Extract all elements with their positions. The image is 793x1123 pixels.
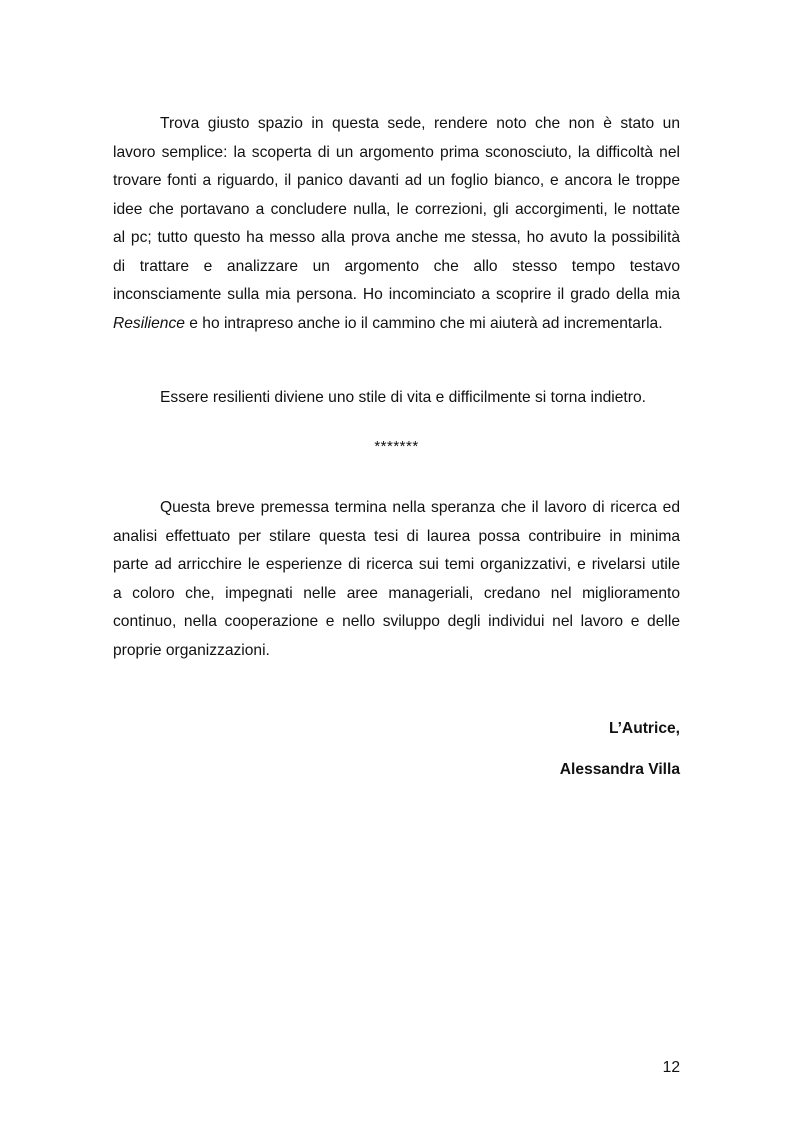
- signature-name: Alessandra Villa: [559, 761, 680, 778]
- paragraph-last-line: [113, 310, 680, 339]
- paragraph-line-rest: e ho intrapreso anche io il cammino che mi aiuterà ad incrementarla.: [184, 314, 663, 332]
- paragraph-line: Essere resilienti diviene uno stile di vita e difficilmente si torna indietro.: [160, 389, 646, 406]
- paragraph-line: proprie organizzazioni.: [113, 641, 270, 659]
- paragraph-acknowledgement: [113, 110, 680, 338]
- paragraph-closing: [113, 494, 680, 665]
- paragraph-line: inconsciamente sulla mia persona. Ho incominciato a scoprire il grado della mia: [113, 286, 680, 303]
- paragraph-line: al pc; tutto questo ha messo alla prova anche me stessa, ho avuto la possibilità: [113, 229, 680, 246]
- paragraph-line: analisi effettuato per stilare questa tesi di laurea possa contribuire in minima: [113, 527, 680, 545]
- paragraph-line: Trova giusto spazio in questa sede, rendere noto che non è stato un: [160, 115, 680, 132]
- resilience-term: Resilience: [113, 314, 185, 332]
- section-separator: *******: [374, 438, 419, 455]
- page-number: 12: [662, 1059, 680, 1076]
- paragraph-line: Questa breve premessa termina nella speranza che il lavoro di ricerca ed: [160, 499, 680, 516]
- paragraph-line: a coloro che, impegnati nelle aree manageriali, credano nel miglioramento: [113, 584, 680, 602]
- paragraph-line: di trattare e analizzare un argomento che allo stesso tempo testavo: [113, 257, 680, 275]
- paragraph-resilience-statement: [113, 384, 680, 413]
- paragraph-line: parte ad arricchire le esperienze di ricerca sui temi organizzativi, e rivelarsi utile: [113, 556, 680, 573]
- paragraph-line: continuo, nella cooperazione e nello sviluppo degli individui nel lavoro e delle: [113, 613, 680, 630]
- paragraph-line: idee che portavano a concludere nulla, le correzioni, gli accorgimenti, le nottate: [113, 200, 680, 218]
- paragraph-line: lavoro semplice: la scoperta di un argomento prima sconosciuto, la difficoltà nel: [113, 143, 680, 161]
- paragraph-line: trovare fonti a riguardo, il panico davanti ad un foglio bianco, e ancora le troppe: [113, 172, 680, 189]
- signature-role: L’Autrice,: [608, 720, 680, 737]
